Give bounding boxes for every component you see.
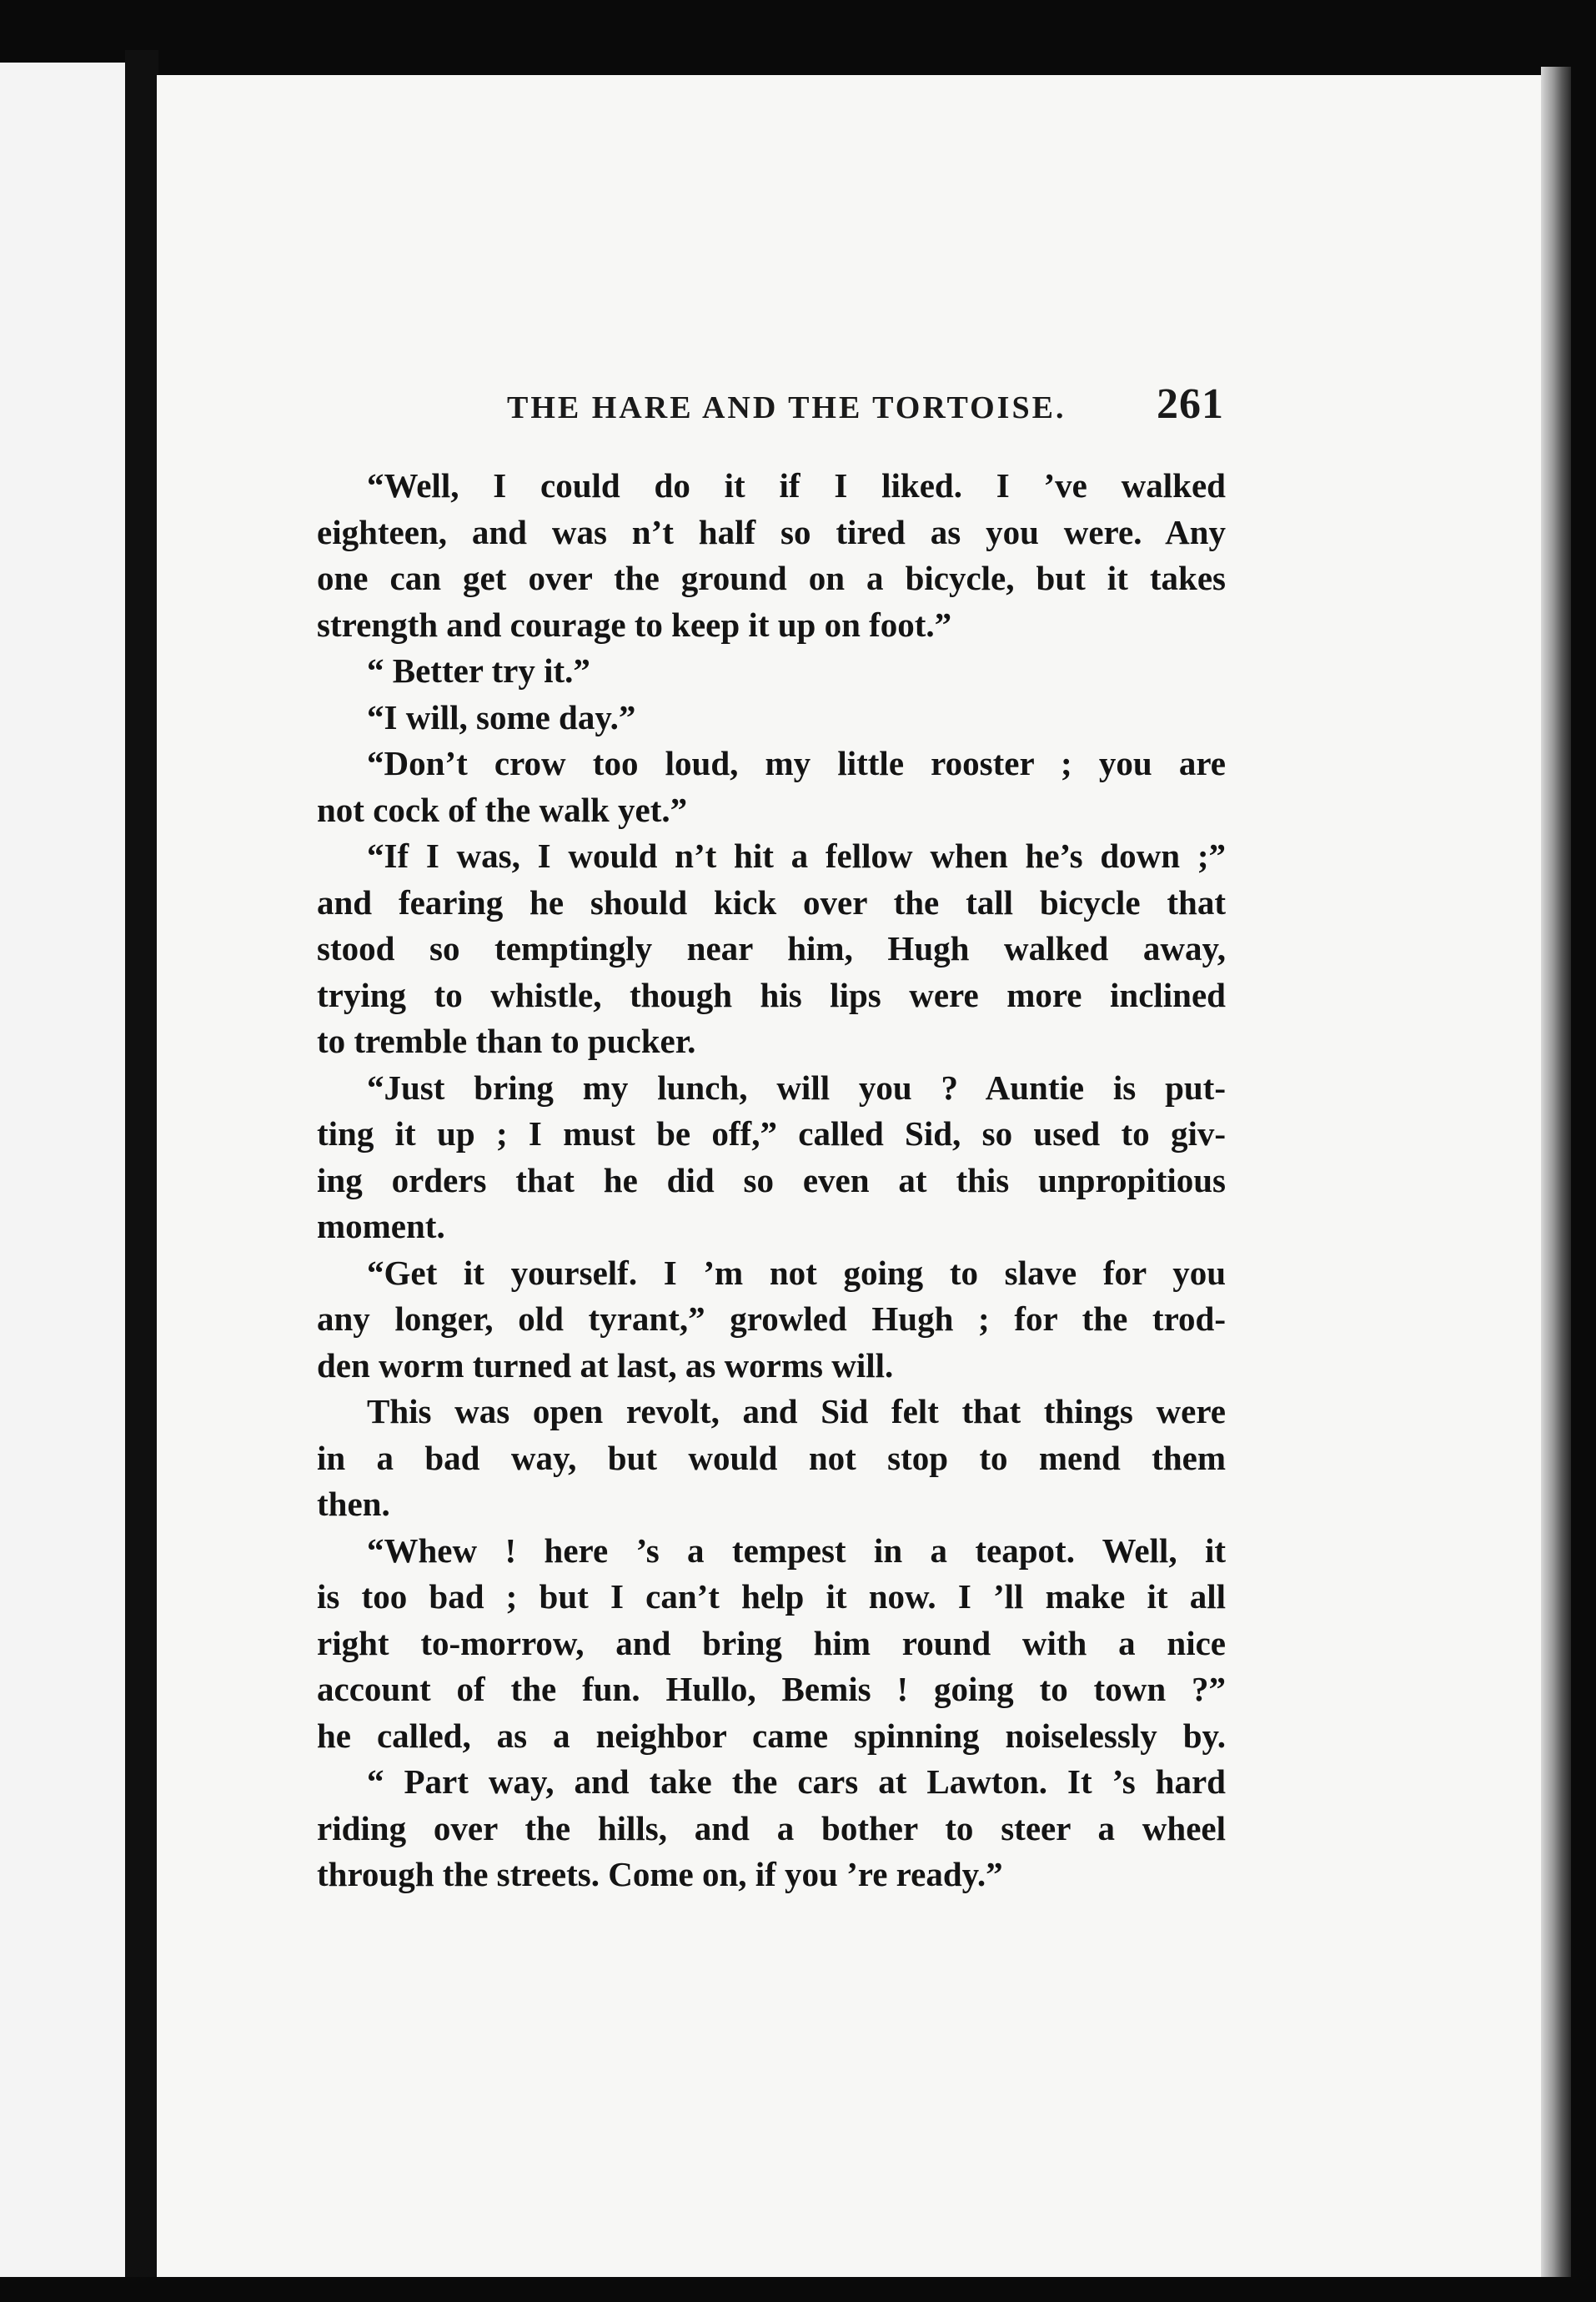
- text-line: account of the fun. Hullo, Bemis ! going to town ?”: [317, 1670, 1226, 1708]
- text-line: then.: [317, 1485, 390, 1523]
- book-gutter: [125, 50, 158, 2302]
- text-line: strength and courage to keep it up on foot.”: [317, 605, 952, 644]
- page-fore-edge: [1541, 67, 1571, 2302]
- text-line: riding over the hills, and a bother to steer a wheel: [317, 1808, 1226, 1847]
- text-line: ing orders that he did so even at this unpropitious: [317, 1160, 1226, 1199]
- text-line: “Whew ! here ’s a tempest in a teapot. Well, it: [367, 1530, 1226, 1570]
- text-line: moment.: [317, 1207, 445, 1245]
- text-line: “ Better try it.”: [367, 651, 590, 690]
- text-line: any longer, old tyrant,” growled Hugh ; for the trod-: [317, 1299, 1226, 1338]
- text-line: “Just bring my lunch, will you ? Auntie is put-: [367, 1068, 1226, 1107]
- text-line: “Well, I could do it if I liked. I ’ve walked: [367, 466, 1226, 505]
- text-line: “Get it yourself. I ’m not going to slave for you: [367, 1253, 1226, 1292]
- text-line: trying to whistle, though his lips were more inclined: [317, 975, 1226, 1014]
- page-number: 261: [1157, 380, 1224, 428]
- facing-page-edge: [0, 63, 125, 2298]
- text-line: eighteen, and was n’t half so tired as you were. Any: [317, 512, 1226, 551]
- text-line: in a bad way, but would not stop to mend them: [317, 1438, 1226, 1477]
- text-line: den worm turned at last, as worms will.: [317, 1345, 894, 1385]
- text-line: “ Part way, and take the cars at Lawton. It ’s hard: [367, 1762, 1226, 1801]
- text-line: “If I was, I would n’t hit a fellow when he’s down ;”: [367, 837, 1226, 875]
- text-line: and fearing he should kick over the tall bicycle that: [317, 882, 1226, 922]
- text-line: “Don’t crow too loud, my little rooster ; you are: [367, 744, 1226, 782]
- text-line: “I will, some day.”: [367, 697, 636, 736]
- text-line: right to-morrow, and bring him round with a nice: [317, 1623, 1226, 1662]
- text-line: not cock of the walk yet.”: [317, 790, 688, 829]
- running-head: [507, 379, 1224, 429]
- text-line: to tremble than to pucker.: [317, 1022, 696, 1060]
- text-line: is too bad ; but I can’t help it now. I ’ll make it all: [317, 1577, 1226, 1616]
- text-line: he called, as a neighbor came spinning noiselessly by.: [317, 1716, 1226, 1755]
- text-line: ting it up ; I must be off,” called Sid, so used to giv-: [317, 1114, 1226, 1153]
- running-title: THE HARE AND THE TORTOISE.: [507, 390, 1067, 425]
- text-line: This was open revolt, and Sid felt that things were: [367, 1392, 1226, 1430]
- body-text: [317, 463, 1226, 1898]
- text-line: one can get over the ground on a bicycle, but it takes: [317, 559, 1226, 597]
- text-line: through the streets. Come on, if you ’re ready.”: [317, 1855, 1003, 1893]
- scan-border: [0, 2277, 1596, 2302]
- text-line: stood so temptingly near him, Hugh walked away,: [317, 929, 1226, 968]
